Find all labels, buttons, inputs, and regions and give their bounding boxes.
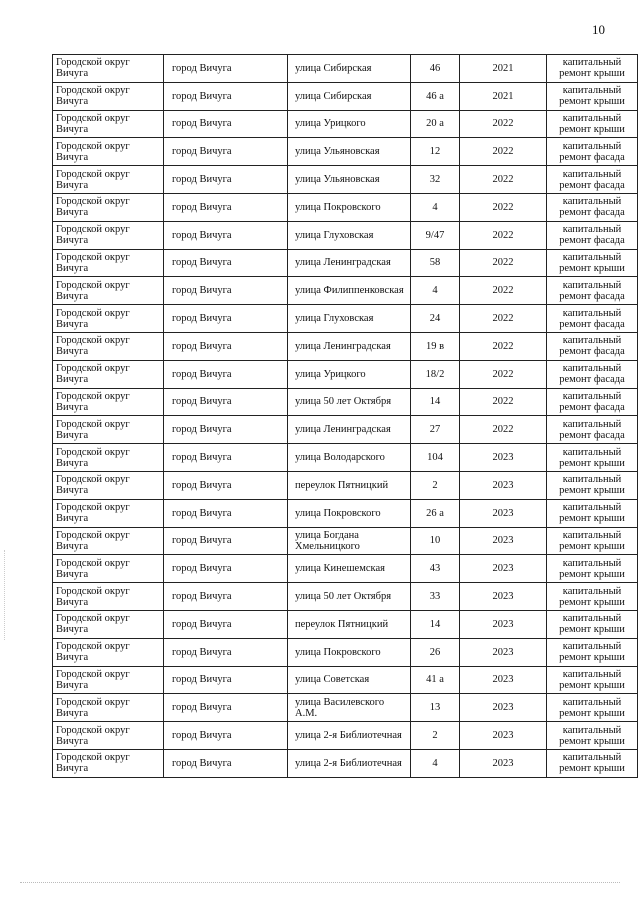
municipality-cell: Городской округ Вичуга <box>53 499 164 527</box>
house-number-cell: 2 <box>411 471 460 499</box>
house-number-cell: 46 <box>411 55 460 83</box>
municipality-cell: Городской округ Вичуга <box>53 305 164 333</box>
year-cell: 2023 <box>460 694 547 722</box>
work-type-cell: капитальный ремонт крыши <box>547 471 638 499</box>
city-cell: город Вичуга <box>164 694 288 722</box>
city-cell: город Вичуга <box>164 110 288 138</box>
work-type-cell: капитальный ремонт фасада <box>547 332 638 360</box>
street-cell: улица Василевского А.М. <box>288 694 411 722</box>
municipality-cell: Городской округ Вичуга <box>53 749 164 777</box>
work-type-cell: капитальный ремонт крыши <box>547 249 638 277</box>
year-cell: 2022 <box>460 332 547 360</box>
table-row <box>53 221 638 249</box>
city-cell: город Вичуга <box>164 638 288 666</box>
street-cell: улица Покровского <box>288 638 411 666</box>
house-number-cell: 41 а <box>411 666 460 694</box>
year-cell: 2022 <box>460 305 547 333</box>
street-cell: улица Покровского <box>288 499 411 527</box>
work-type-cell: капитальный ремонт крыши <box>547 499 638 527</box>
city-cell: город Вичуга <box>164 388 288 416</box>
year-cell: 2022 <box>460 193 547 221</box>
year-cell: 2022 <box>460 360 547 388</box>
house-number-cell: 18/2 <box>411 360 460 388</box>
street-cell: улица Ульяновская <box>288 138 411 166</box>
municipality-cell: Городской округ Вичуга <box>53 666 164 694</box>
work-type-cell: капитальный ремонт крыши <box>547 722 638 750</box>
street-cell: улица 2-я Библиотечная <box>288 722 411 750</box>
house-number-cell: 26 а <box>411 499 460 527</box>
city-cell: город Вичуга <box>164 749 288 777</box>
year-cell: 2022 <box>460 388 547 416</box>
street-cell: улица Ленинградская <box>288 416 411 444</box>
work-type-cell: капитальный ремонт крыши <box>547 666 638 694</box>
work-type-cell: капитальный ремонт крыши <box>547 82 638 110</box>
year-cell: 2023 <box>460 638 547 666</box>
table-row <box>53 138 638 166</box>
house-number-cell: 33 <box>411 583 460 611</box>
table-row <box>53 749 638 777</box>
table-row <box>53 610 638 638</box>
table-row <box>53 249 638 277</box>
house-number-cell: 104 <box>411 444 460 472</box>
city-cell: город Вичуга <box>164 360 288 388</box>
year-cell: 2022 <box>460 138 547 166</box>
municipality-cell: Городской округ Вичуга <box>53 221 164 249</box>
work-type-cell: капитальный ремонт крыши <box>547 55 638 83</box>
scan-artifact-line <box>20 882 620 883</box>
municipality-cell: Городской округ Вичуга <box>53 555 164 583</box>
municipality-cell: Городской округ Вичуга <box>53 471 164 499</box>
work-type-cell: капитальный ремонт крыши <box>547 749 638 777</box>
work-type-cell: капитальный ремонт фасада <box>547 360 638 388</box>
municipality-cell: Городской округ Вичуга <box>53 527 164 555</box>
work-type-cell: капитальный ремонт крыши <box>547 555 638 583</box>
repair-schedule-table <box>52 54 638 778</box>
year-cell: 2022 <box>460 221 547 249</box>
street-cell: улица Глуховская <box>288 305 411 333</box>
house-number-cell: 9/47 <box>411 221 460 249</box>
city-cell: город Вичуга <box>164 722 288 750</box>
table-row <box>53 444 638 472</box>
table-body <box>53 55 638 778</box>
house-number-cell: 2 <box>411 722 460 750</box>
table-row <box>53 499 638 527</box>
table-row <box>53 388 638 416</box>
work-type-cell: капитальный ремонт фасада <box>547 138 638 166</box>
work-type-cell: капитальный ремонт крыши <box>547 527 638 555</box>
street-cell: улица Урицкого <box>288 110 411 138</box>
house-number-cell: 14 <box>411 388 460 416</box>
street-cell: улица 50 лет Октября <box>288 583 411 611</box>
city-cell: город Вичуга <box>164 166 288 194</box>
street-cell: улица Ленинградская <box>288 332 411 360</box>
year-cell: 2023 <box>460 527 547 555</box>
year-cell: 2023 <box>460 722 547 750</box>
street-cell: переулок Пятницкий <box>288 610 411 638</box>
city-cell: город Вичуга <box>164 416 288 444</box>
house-number-cell: 27 <box>411 416 460 444</box>
street-cell: улица Филиппенковская <box>288 277 411 305</box>
table-row <box>53 55 638 83</box>
year-cell: 2023 <box>460 583 547 611</box>
street-cell: улица Советская <box>288 666 411 694</box>
city-cell: город Вичуга <box>164 499 288 527</box>
work-type-cell: капитальный ремонт фасада <box>547 166 638 194</box>
municipality-cell: Городской округ Вичуга <box>53 583 164 611</box>
table-row <box>53 527 638 555</box>
table-row <box>53 110 638 138</box>
city-cell: город Вичуга <box>164 332 288 360</box>
house-number-cell: 26 <box>411 638 460 666</box>
year-cell: 2022 <box>460 166 547 194</box>
city-cell: город Вичуга <box>164 138 288 166</box>
table-row <box>53 722 638 750</box>
street-cell: улица Володарского <box>288 444 411 472</box>
year-cell: 2022 <box>460 416 547 444</box>
street-cell: улица Сибирская <box>288 82 411 110</box>
table-row <box>53 471 638 499</box>
table-row <box>53 694 638 722</box>
table-row <box>53 666 638 694</box>
year-cell: 2022 <box>460 110 547 138</box>
year-cell: 2021 <box>460 82 547 110</box>
street-cell: улица Урицкого <box>288 360 411 388</box>
city-cell: город Вичуга <box>164 555 288 583</box>
house-number-cell: 10 <box>411 527 460 555</box>
table-row <box>53 305 638 333</box>
year-cell: 2021 <box>460 55 547 83</box>
house-number-cell: 43 <box>411 555 460 583</box>
table-row <box>53 82 638 110</box>
table-row <box>53 166 638 194</box>
year-cell: 2023 <box>460 471 547 499</box>
work-type-cell: капитальный ремонт крыши <box>547 444 638 472</box>
street-cell: улица Глуховская <box>288 221 411 249</box>
table-row <box>53 638 638 666</box>
table-row <box>53 583 638 611</box>
house-number-cell: 14 <box>411 610 460 638</box>
work-type-cell: капитальный ремонт фасада <box>547 388 638 416</box>
municipality-cell: Городской округ Вичуга <box>53 55 164 83</box>
street-cell: улица Сибирская <box>288 55 411 83</box>
house-number-cell: 46 а <box>411 82 460 110</box>
city-cell: город Вичуга <box>164 55 288 83</box>
table-row <box>53 193 638 221</box>
year-cell: 2023 <box>460 499 547 527</box>
city-cell: город Вичуга <box>164 249 288 277</box>
house-number-cell: 13 <box>411 694 460 722</box>
municipality-cell: Городской округ Вичуга <box>53 277 164 305</box>
street-cell: улица Покровского <box>288 193 411 221</box>
city-cell: город Вичуга <box>164 277 288 305</box>
municipality-cell: Городской округ Вичуга <box>53 332 164 360</box>
municipality-cell: Городской округ Вичуга <box>53 694 164 722</box>
year-cell: 2023 <box>460 555 547 583</box>
table-row <box>53 416 638 444</box>
work-type-cell: капитальный ремонт крыши <box>547 638 638 666</box>
work-type-cell: капитальный ремонт крыши <box>547 110 638 138</box>
municipality-cell: Городской округ Вичуга <box>53 444 164 472</box>
work-type-cell: капитальный ремонт фасада <box>547 416 638 444</box>
municipality-cell: Городской округ Вичуга <box>53 388 164 416</box>
municipality-cell: Городской округ Вичуга <box>53 82 164 110</box>
house-number-cell: 19 в <box>411 332 460 360</box>
house-number-cell: 58 <box>411 249 460 277</box>
house-number-cell: 20 а <box>411 110 460 138</box>
work-type-cell: капитальный ремонт крыши <box>547 610 638 638</box>
city-cell: город Вичуга <box>164 82 288 110</box>
city-cell: город Вичуга <box>164 444 288 472</box>
city-cell: город Вичуга <box>164 221 288 249</box>
city-cell: город Вичуга <box>164 583 288 611</box>
municipality-cell: Городской округ Вичуга <box>53 138 164 166</box>
work-type-cell: капитальный ремонт фасада <box>547 305 638 333</box>
year-cell: 2023 <box>460 666 547 694</box>
house-number-cell: 4 <box>411 193 460 221</box>
street-cell: улица 2-я Библиотечная <box>288 749 411 777</box>
street-cell: переулок Пятницкий <box>288 471 411 499</box>
work-type-cell: капитальный ремонт фасада <box>547 277 638 305</box>
street-cell: улица 50 лет Октября <box>288 388 411 416</box>
page-number: 10 <box>592 22 605 37</box>
table-row <box>53 332 638 360</box>
street-cell: улица Богдана Хмельницкого <box>288 527 411 555</box>
city-cell: город Вичуга <box>164 610 288 638</box>
year-cell: 2022 <box>460 249 547 277</box>
street-cell: улица Кинешемская <box>288 555 411 583</box>
municipality-cell: Городской округ Вичуга <box>53 722 164 750</box>
year-cell: 2023 <box>460 444 547 472</box>
work-type-cell: капитальный ремонт крыши <box>547 694 638 722</box>
municipality-cell: Городской округ Вичуга <box>53 166 164 194</box>
scan-margin-marks <box>4 550 5 640</box>
street-cell: улица Ленинградская <box>288 249 411 277</box>
street-cell: улица Ульяновская <box>288 166 411 194</box>
municipality-cell: Городской округ Вичуга <box>53 416 164 444</box>
work-type-cell: капитальный ремонт фасада <box>547 193 638 221</box>
house-number-cell: 12 <box>411 138 460 166</box>
city-cell: город Вичуга <box>164 305 288 333</box>
table-row <box>53 360 638 388</box>
municipality-cell: Городской округ Вичуга <box>53 193 164 221</box>
city-cell: город Вичуга <box>164 193 288 221</box>
municipality-cell: Городской округ Вичуга <box>53 249 164 277</box>
house-number-cell: 24 <box>411 305 460 333</box>
table-row <box>53 277 638 305</box>
table-row <box>53 555 638 583</box>
year-cell: 2022 <box>460 277 547 305</box>
municipality-cell: Городской округ Вичуга <box>53 360 164 388</box>
city-cell: город Вичуга <box>164 471 288 499</box>
municipality-cell: Городской округ Вичуга <box>53 610 164 638</box>
year-cell: 2023 <box>460 610 547 638</box>
work-type-cell: капитальный ремонт крыши <box>547 583 638 611</box>
city-cell: город Вичуга <box>164 666 288 694</box>
municipality-cell: Городской округ Вичуга <box>53 638 164 666</box>
work-type-cell: капитальный ремонт фасада <box>547 221 638 249</box>
house-number-cell: 4 <box>411 749 460 777</box>
city-cell: город Вичуга <box>164 527 288 555</box>
municipality-cell: Городской округ Вичуга <box>53 110 164 138</box>
year-cell: 2023 <box>460 749 547 777</box>
house-number-cell: 32 <box>411 166 460 194</box>
house-number-cell: 4 <box>411 277 460 305</box>
